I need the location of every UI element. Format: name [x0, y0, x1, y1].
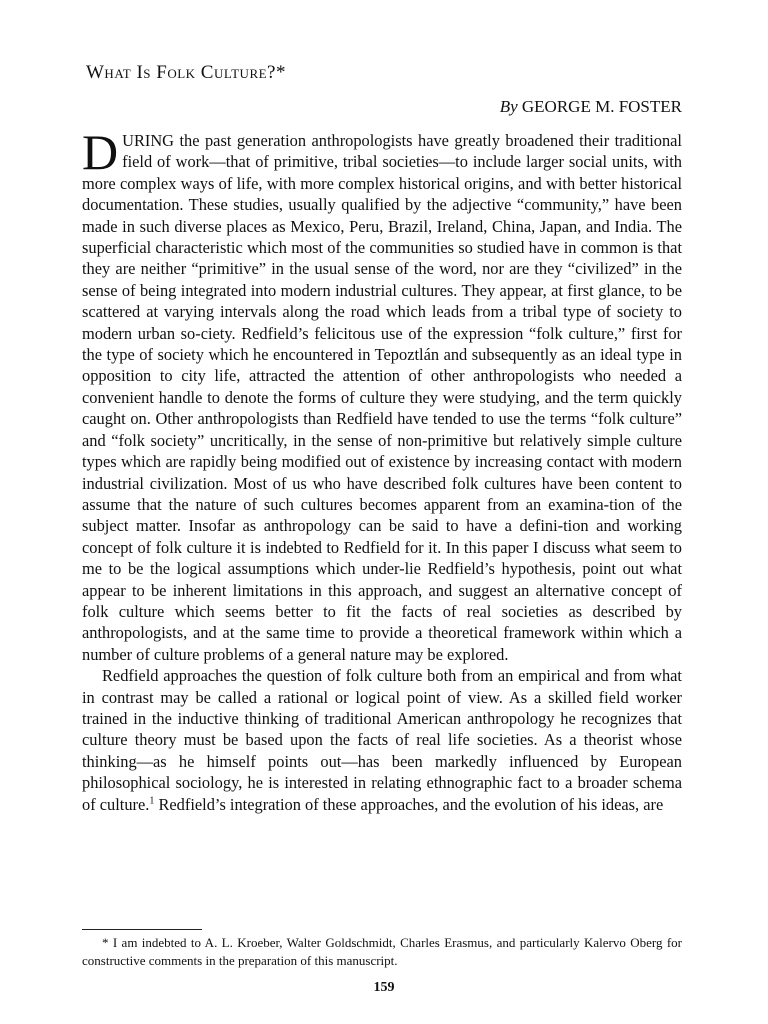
paragraph-2-tail: Redfield’s integration of these approaches, and the evolution of his ideas, are: [154, 794, 664, 814]
drop-cap: D: [82, 124, 119, 180]
footnote: [82, 934, 682, 970]
article-title: What Is Folk Culture?*: [86, 62, 286, 83]
footnote-divider: [82, 929, 202, 930]
paragraph-2: [82, 665, 682, 815]
paragraph-1-text: the past generation anthropologists have greatly broadened their traditional field of work—that of primitive, tribal societies—to include larger social units, with more complex ways of life, with more complex historical origins, and with better historical documentation. These studies, usually qualified by the adjective “community,” have been made in such diverse places as Mexico, Peru, Brazil, Ireland, China, Japan, and India. The superficial characteristic which most of the communities so studied have in common is that they are neither “primitive” in the usual sense of the word, nor are they “civilized” in the sense of being integrated into modern industrial cultures. They appear, at first glance, to be scattered at varying intervals along the road which leads from a tribal type of society to modern urban so-ciety. Redfield’s felicitous use of the expression “folk culture,” first for the type of society which he encountered in Tepoztlán and subsequently as an ideal type in opposition to city life, attracted the attention of other anthropologists who needed a convenient handle to denote the forms of culture they were studying, and the term quickly caught on. Other anthropologists than Redfield have tended to use the terms “folk culture” and “folk society” uncritically, in the sense of non-primitive but relatively simple culture types which are rapidly being modified out of existence by increasing contact with modern industrial civilization. Most of us who have described folk cultures have been content to assume that the nature of such cultures becomes apparent from an examina-tion of the subject matter. Insofar as anthropology can be said to have a defini-tion and working concept of folk culture it is indebted to Redfield for it. In this paper I discuss what seem to me to be the logical assumptions which under-lie Redfield’s hypothesis, point out what appear to be inherent limitations in this approach, and suggest an alternative concept of folk culture which seems better to fit the facts of real societies as described by anthropologists, and at the same time to provide a theoretical framework within which a number of culture problems of a general nature may be explored.: [82, 131, 682, 664]
footnote-reference: 1: [149, 795, 155, 807]
author-name: GEORGE M. FOSTER: [521, 97, 682, 116]
paragraph-1: [82, 124, 682, 665]
opening-word: URING: [122, 131, 175, 150]
byline: [500, 96, 682, 118]
byline-prefix: By: [499, 97, 518, 116]
footnote-text: * I am indebted to A. L. Kroeber, Walter Goldschmidt, Charles Erasmus, and particularly Kalervo Oberg for constructive comments in the preparation of this manuscript.: [82, 935, 682, 968]
article-body: [82, 124, 682, 815]
page-number: 159: [373, 980, 395, 995]
paragraph-2-text: Redfield approaches the question of folk culture both from an empirical and from what in contrast may be called a rational or logical point of view. As a skilled field worker trained in the inductive thinking of traditional American anthropology he recognizes that culture theory must be based upon the facts of real life societies. As a theorist whose thinking—as he himself points out—has been markedly influenced by European philosophical sociology, he is interested in relating ethnographic fact to a broader schema of culture.: [82, 666, 682, 814]
